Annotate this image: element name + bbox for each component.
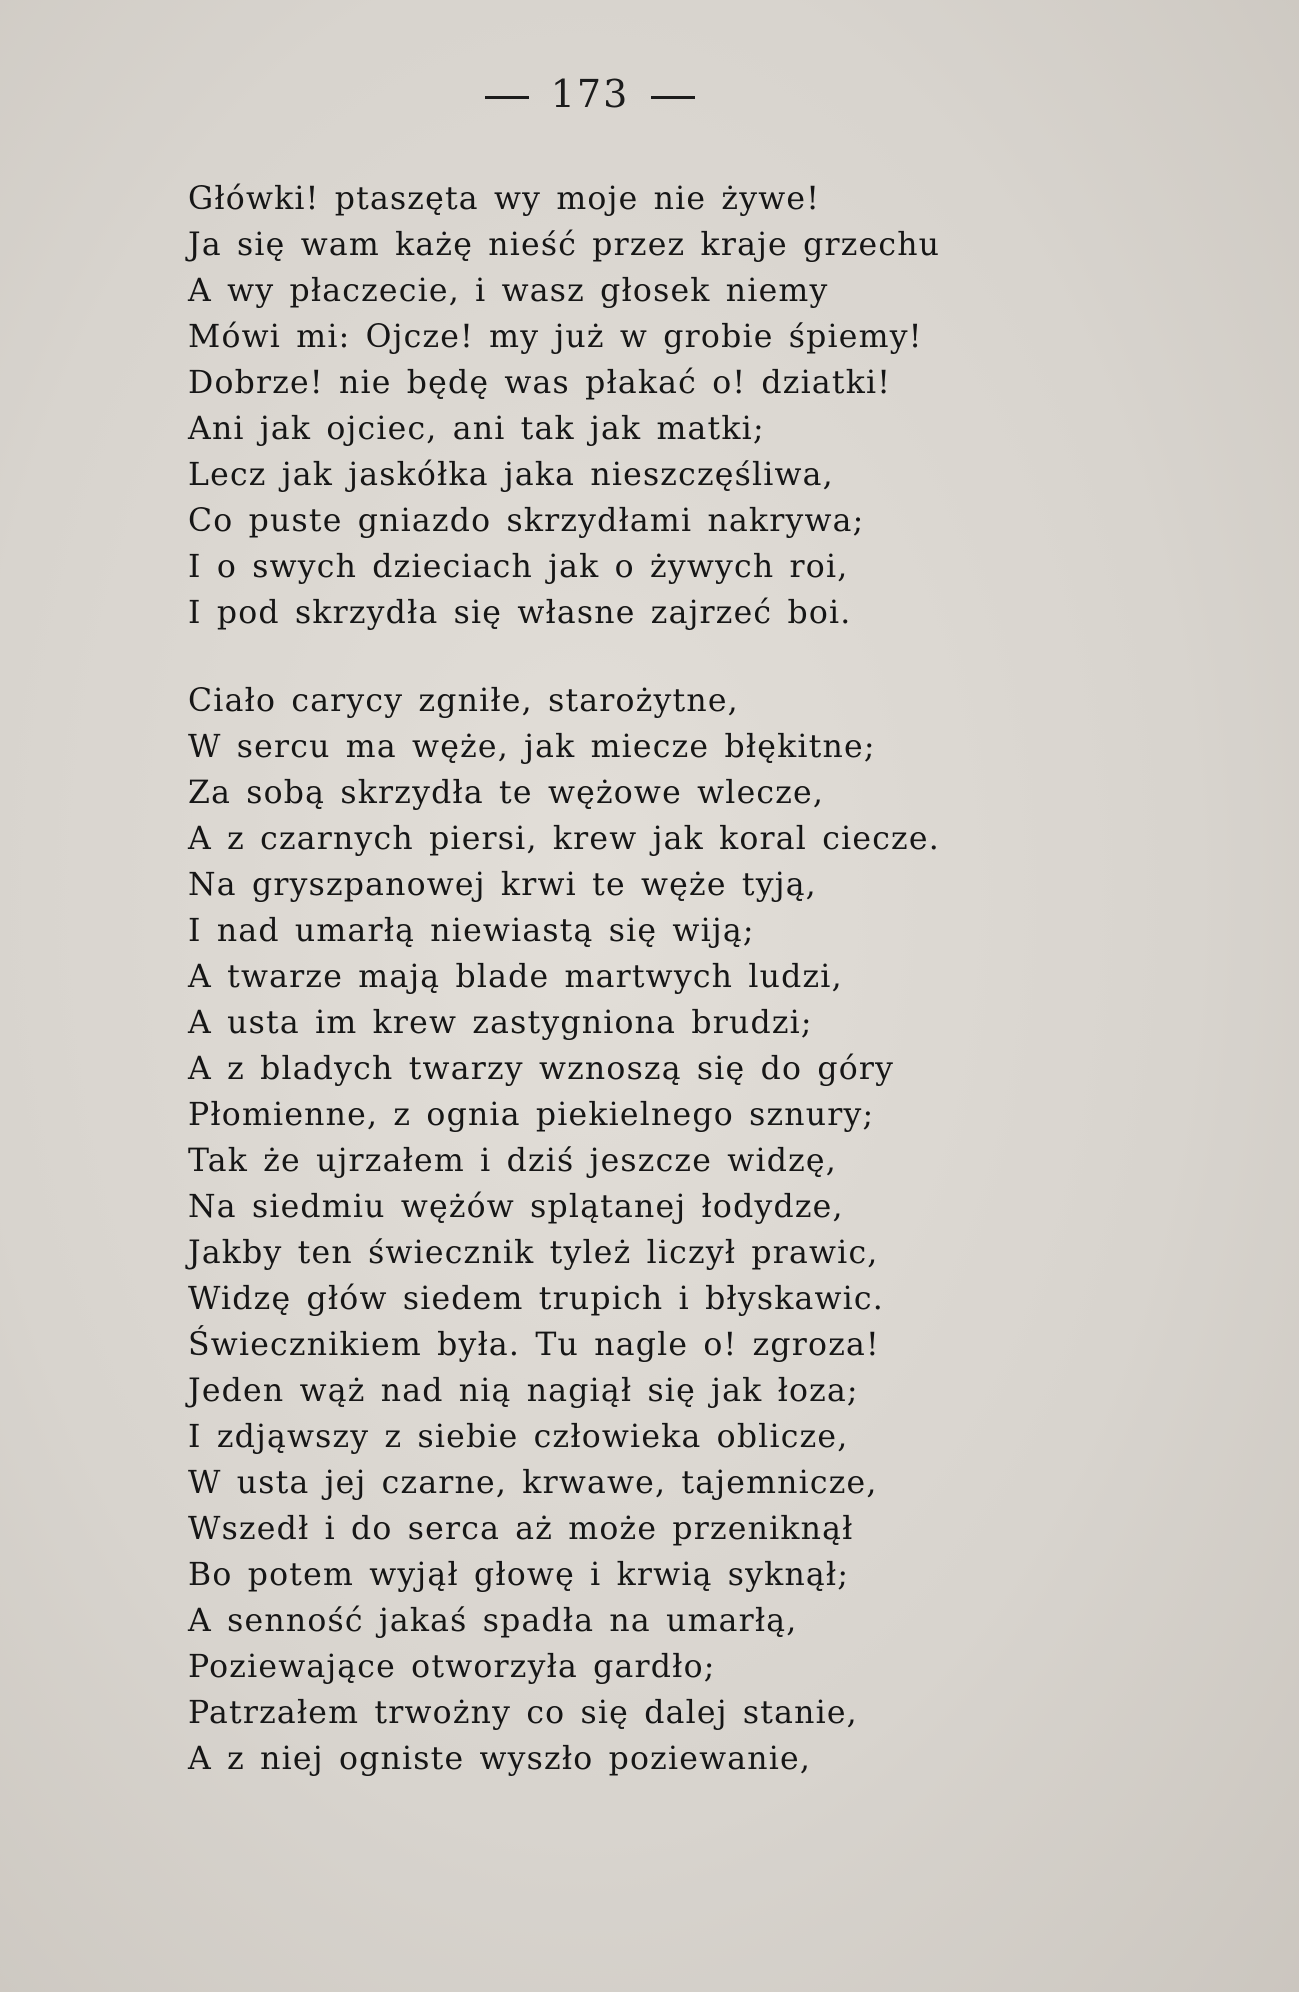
folio-dash-left	[485, 96, 529, 99]
verse-line: Płomienne, z ognia piekielnego sznury;	[188, 1097, 875, 1133]
verse-line: A senność jakaś spadła na umarłą,	[188, 1603, 798, 1639]
verse-line: A z niej ogniste wyszło poziewanie,	[188, 1741, 812, 1777]
verse-line: Za sobą skrzydła te wężowe wlecze,	[188, 775, 825, 811]
verse-line: Tak że ujrzałem i dziś jeszcze widzę,	[188, 1143, 837, 1179]
verse-line: W sercu ma węże, jak miecze błękitne;	[188, 729, 876, 765]
verse-line: Bo potem wyjął głowę i krwią syknął;	[188, 1557, 850, 1593]
verse-line: Wszedł i do serca aż może przeniknął	[188, 1511, 854, 1547]
verse-line: Jeden wąż nad nią nagiął się jak łoza;	[188, 1373, 859, 1409]
verse-line: Ja się wam każę nieść przez kraje grzechu	[188, 227, 941, 263]
verse-line: W usta jej czarne, krwawe, tajemnicze,	[188, 1465, 878, 1501]
verse-line: A wy płaczecie, i wasz głosek niemy	[188, 273, 829, 309]
verse-line: I o swych dzieciach jak o żywych roi,	[188, 549, 849, 585]
verse-line: A z czarnych piersi, krew jak koral ciecze.	[188, 821, 940, 857]
verse-line: Jakby ten świecznik tyleż liczył prawic,	[188, 1235, 879, 1271]
verse-line: Ani jak ojciec, ani tak jak matki;	[188, 411, 765, 447]
verse-line: Co puste gniazdo skrzydłami nakrywa;	[188, 503, 865, 539]
page-number	[0, 72, 1180, 116]
verse-line: I zdjąwszy z siebie człowieka oblicze,	[188, 1419, 849, 1455]
verse-line: Widzę głów siedem trupich i błyskawic.	[188, 1281, 884, 1317]
verse-line: A twarze mają blade martwych ludzi,	[188, 959, 843, 995]
verse-line: Na gryszpanowej krwi te węże tyją,	[188, 867, 817, 903]
stanza-2	[188, 678, 1188, 1782]
verse-line: A usta im krew zastygniona brudzi;	[188, 1005, 813, 1041]
verse-line: Świecznikiem była. Tu nagle o! zgroza!	[188, 1327, 880, 1363]
verse-line: Ciało carycy zgniłe, starożytne,	[188, 683, 739, 719]
verse-line: I nad umarłą niewiastą się wiją;	[188, 913, 755, 949]
verse-line: Mówi mi: Ojcze! my już w grobie śpiemy!	[188, 319, 923, 355]
verse-line: Patrzałem trwożny co się dalej stanie,	[188, 1695, 858, 1731]
folio-dash-right	[651, 96, 695, 99]
verse-line: Główki! ptaszęta wy moje nie żywe!	[188, 181, 821, 217]
verse-line: Na siedmiu wężów splątanej łodydze,	[188, 1189, 844, 1225]
verse-line: A z bladych twarzy wznoszą się do góry	[188, 1051, 895, 1087]
verse-line: Lecz jak jaskółka jaka nieszczęśliwa,	[188, 457, 834, 493]
verse-line: I pod skrzydła się własne zajrzeć boi.	[188, 595, 852, 631]
page-number-text: 173	[550, 72, 630, 116]
stanza-1	[188, 176, 1188, 636]
verse-line: Poziewające otworzyła gardło;	[188, 1649, 716, 1685]
verse-line: Dobrze! nie będę was płakać o! dziatki!	[188, 365, 892, 401]
